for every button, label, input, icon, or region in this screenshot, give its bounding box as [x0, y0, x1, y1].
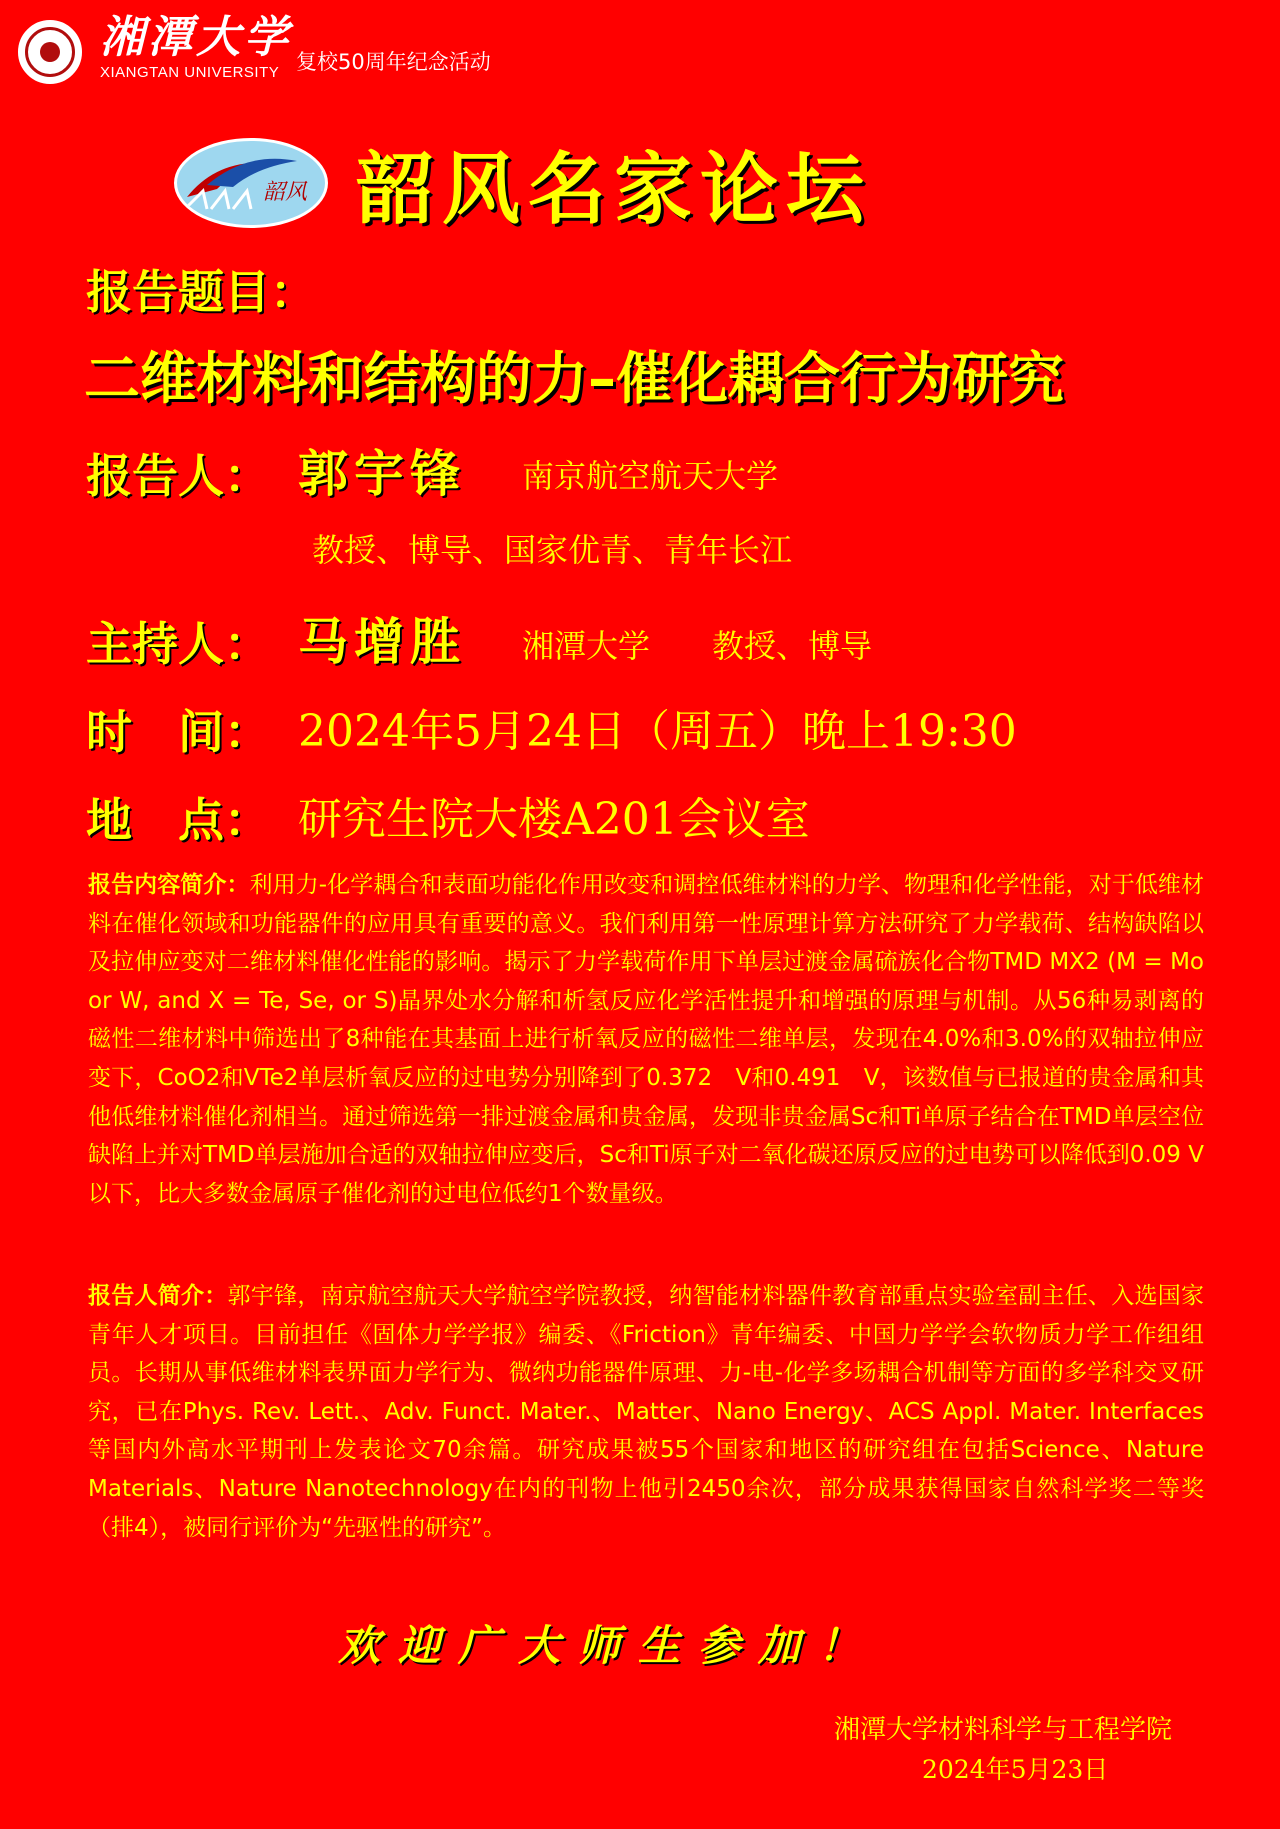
speaker-affiliation: 南京航空航天大学: [522, 457, 779, 495]
welcome-message: 欢迎广大师生参加！: [338, 1621, 879, 1670]
time-value: 2024年5月24日（周五）晚上19:30: [298, 706, 1017, 757]
bio-label: 报告人简介：: [88, 1283, 228, 1309]
host-label: 主持人：: [86, 617, 270, 671]
abstract-label: 报告内容简介：: [88, 872, 250, 898]
speaker-label: 报告人：: [86, 449, 270, 503]
host-name: 马增胜: [298, 612, 466, 671]
topic-label: 报告题目：: [86, 265, 316, 319]
university-name-en: XIANGTAN UNIVERSITY: [100, 64, 280, 81]
speaker-titles: 教授、博导、国家优青、青年长江: [312, 531, 793, 569]
notice-date: 2024年5月23日: [922, 1755, 1109, 1784]
forum-logo-text: 韶风: [263, 180, 308, 205]
topic-title: 二维材料和结构的力–催化耦合行为研究: [84, 347, 1064, 412]
place-value: 研究生院大楼A201会议室: [298, 794, 810, 845]
university-name-cn: 湘潭大学: [100, 12, 292, 63]
host-titles: 教授、博导: [712, 627, 873, 665]
time-label: 时 间：: [86, 705, 270, 759]
organizer: 湘潭大学材料科学与工程学院: [834, 1715, 1173, 1745]
forum-title: 韶风名家论坛: [356, 144, 873, 235]
host-affiliation: 湘潭大学: [522, 627, 651, 665]
abstract-paragraph: [88, 866, 1204, 1213]
anniversary-tagline: 复校50周年纪念活动: [296, 50, 491, 74]
university-seal-logo: [18, 20, 82, 84]
place-label: 地 点：: [86, 793, 270, 847]
bio-text: 郭宇锋，南京航空航天大学航空学院教授，纳智能材料器件教育部重点实验室副主任、入选国家青年人才项目。目前担任《固体力学学报》编委、《Friction》青年编委、中国力学学会软物质力学工作组组员。长期从事低维材料表界面力学行为、微纳功能器件原理、力-电-化学多场耦合机制等方面的多学科交叉研究，已在Phys. Rev. Lett.、Adv. Funct. Mater.、Matter、Nano Energy、ACS Appl. Mater. Interfaces等国内外高水平期刊上发表论文70余篇。研究成果被55个国家和地区的研究组在包括Science、Nature Materials、Nature Nanotechnology在内的刊物上他引2450余次，部分成果获得国家自然科学奖二等奖（排4），被同行评价为“先驱性的研究”。: [88, 1283, 1205, 1541]
bio-paragraph: [88, 1277, 1204, 1547]
forum-logo: [174, 138, 328, 228]
speaker-name: 郭宇锋: [298, 444, 466, 503]
abstract-text: 利用力-化学耦合和表面功能化作用改变和调控低维材料的力学、物理和化学性能，对于低维材料在催化领域和功能器件的应用具有重要的意义。我们利用第一性原理计算方法研究了力学载荷、结构缺陷以及拉伸应变对二维材料催化性能的影响。揭示了力学载荷作用下单层过渡金属硫族化合物TMD MX2 (M = Mo or W, and X = Te, Se, or S)晶界处水分解和析氢反应化学活性提升和增强的原理与机制。从56种易剥离的磁性二维材料中筛选出了8种能在其基面上进行析氧反应的磁性二维单层，发现在4.0%和3.0%的双轴拉伸应变下，CoO2和VTe2单层析氧反应的过电势分别降到了0.372 V和0.491 V，该数值与已报道的贵金属和其他低维材料催化剂相当。通过筛选第一排过渡金属和贵金属，发现非贵金属Sc和Ti单原子结合在TMD单层空位缺陷上并对TMD单层施加合适的双轴拉伸应变后，Sc和Ti原子对二氧化碳还原反应的过电势可以降低到0.09 V以下，比大多数金属原子催化剂的过电位低约1个数量级。: [88, 872, 1204, 1207]
